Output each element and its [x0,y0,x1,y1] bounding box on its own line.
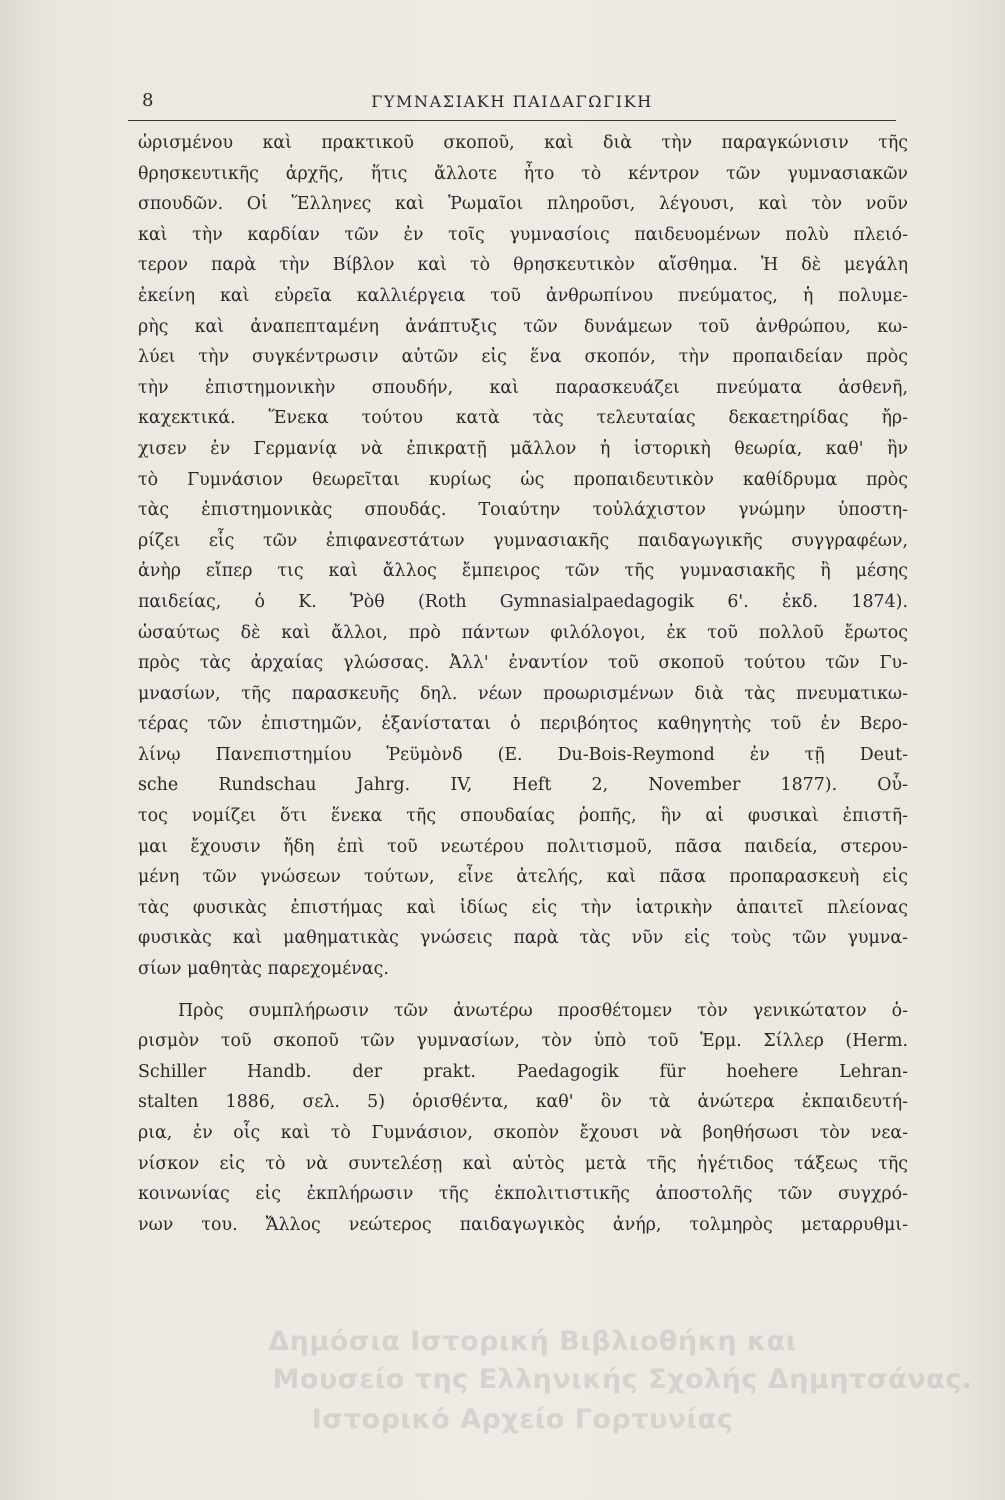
body-text [138,128,908,1240]
text-line: ἀνὴρ εἴπερ τις καὶ ἄλλος ἔμπειρος τῶν τῆς γυμνασιακῆς ἢ μέσης [138,561,908,582]
paragraph-gap [138,985,908,996]
text-line: τὰς ἐπιστημονικὰς σπουδάς. Τοιαύτην τοὐλάχιστον γνώμην ὑποστη- [138,500,908,521]
text-line: πρὸς τὰς ἀρχαίας γλώσσας. Ἀλλ' ἐναντίον τοῦ σκοποῦ τούτου τῶν Γυ- [138,653,908,674]
text-line: ἐκείνη καὶ εὐρεῖα καλλιέργεια τοῦ ἀνθρωπίνου πνεύματος, ἡ πολυμε- [138,285,908,306]
text-line: τέρας τῶν ἐπιστημῶν, ἐξανίσταται ὁ περιβόητος καθηγητὴς τοῦ ἐν Βερο- [138,714,908,735]
running-title: ΓΥΜΝΑΣΙΑΚΗ ΠΑΙΔΑΓΩΓΙΚΗ [371,92,653,111]
text-line: τὴν ἐπιστημονικὴν σπουδήν, καὶ παρασκευάζει πνεύματα ἀσθενῆ, [138,377,908,398]
text-line: νίσκον εἰς τὸ νὰ συντελέσῃ καὶ αὐτὸς μετὰ τῆς ἡγέτιδος τάξεως τῆς [138,1153,908,1174]
text-line: τὸ Γυμνάσιον θεωρεῖται κυρίως ὡς προπαιδευτικὸν καθίδρυμα πρὸς [138,469,908,490]
text-line: ρισμὸν τοῦ σκοποῦ τῶν γυμνασίων, τὸν ὑπὸ τοῦ Ἑρμ. Σίλλερ (Herm. [138,1031,908,1052]
watermark-line-3: Ιστορικό Αρχείο Γορτυνίας [311,1404,734,1435]
text-line: χισεν ἐν Γερμανίᾳ νὰ ἐπικρατῇ μᾶλλον ἡ ἱστορικὴ θεωρία, καθ' ἣν [138,438,908,459]
text-line: stalten 1886, σελ. 5) ὁρισθέντα, καθ' ὃν τὰ ἀνώτερα ἐκπαιδευτή- [138,1092,908,1113]
watermark-line-2: Μουσείο της Ελληνικής Σχολής Δημητσάνας. [272,1364,973,1395]
text-line: σπουδῶν. Οἱ Ἕλληνες καὶ Ῥωμαῖοι πληροῦσι, λέγουσι, καὶ τὸν νοῦν [138,194,908,215]
paragraph-2 [138,996,908,1241]
text-line: θρησκευτικῆς ἀρχῆς, ἥτις ἄλλοτε ἦτο τὸ κέντρον τῶν γυμνασιακῶν [138,163,908,184]
text-line: μένη τῶν γνώσεων τούτων, εἶνε ἀτελής, καὶ πᾶσα προπαρασκευὴ εἰς [138,867,908,888]
text-line: ρίζει εἷς τῶν ἐπιφανεστάτων γυμνασιακῆς παιδαγωγικῆς συγγραφέων, [138,530,908,551]
text-line: καὶ τὴν καρδίαν τῶν ἐν τοῖς γυμνασίοις παιδευομένων πολὺ πλειό- [138,224,908,245]
paragraph-1 [138,128,908,985]
text-line: σίων μαθητὰς παρεχομένας. [138,959,389,980]
text-line: καχεκτικά. Ἕνεκα τούτου κατὰ τὰς τελευταίας δεκαετηρίδας ἤρ- [138,408,908,429]
page-header [128,86,896,121]
text-line: sche Rundschau Jahrg. IV, Heft 2, November 1877). Οὗ- [138,775,908,796]
text-line: τερον παρὰ τὴν Βίβλον καὶ τὸ θρησκευτικὸν αἴσθημα. Ἡ δὲ μεγάλη [138,255,908,276]
text-line: φυσικὰς καὶ μαθηματικὰς γνώσεις παρὰ τὰς νῦν εἰς τοὺς τῶν γυμνα- [138,928,908,949]
text-line: παιδείας, ὁ Κ. Ῥὸθ (Roth Gymnasialpaedagogik 6'. ἐκδ. 1874). [138,591,908,612]
text-line: μαι ἔχουσιν ἤδη ἐπὶ τοῦ νεωτέρου πολιτισμοῦ, πᾶσα παιδεία, στερου- [138,836,908,857]
text-line: τος νομίζει ὅτι ἕνεκα τῆς σπουδαίας ῥοπῆς, ἣν αἱ φυσικαὶ ἐπιστῆ- [138,806,908,827]
text-line: λίνῳ Πανεπιστημίου Ῥεϋμὸνδ (E. Du-Bois-Reymond ἐν τῇ Deut- [138,744,908,765]
page-number: 8 [142,90,155,111]
text-line: νων του. Ἄλλος νεώτερος παιδαγωγικὸς ἀνήρ, τολμηρὸς μεταρρυθμι- [138,1214,908,1235]
text-line: Schiller Handb. der prakt. Paedagogik für hoehere Lehran- [138,1061,908,1082]
text-line: ρὴς καὶ ἀναπεπταμένη ἀνάπτυξις τῶν δυνάμεων τοῦ ἀνθρώπου, κω- [138,316,908,337]
text-line: Πρὸς συμπλήρωσιν τῶν ἀνωτέρω προσθέτομεν τὸν γενικώτατον ὁ- [178,1000,908,1021]
text-line: ὡσαύτως δὲ καὶ ἄλλοι, πρὸ πάντων φιλόλογοι, ἐκ τοῦ πολλοῦ ἔρωτος [138,622,908,643]
text-line: ρια, ἐν οἷς καὶ τὸ Γυμνάσιον, σκοπὸν ἔχουσι νὰ βοηθήσωσι τὸν νεα- [138,1123,908,1143]
text-line: λύει τὴν συγκέντρωσιν αὐτῶν εἰς ἕνα σκοπόν, τὴν προπαιδείαν πρὸς [138,347,908,368]
text-line: τὰς φυσικὰς ἐπιστήμας καὶ ἰδίως εἰς τὴν ἰατρικὴν ἀπαιτεῖ πλείονας [138,897,908,918]
text-line: κοινωνίας εἰς ἐκπλήρωσιν τῆς ἐκπολιτιστικῆς ἀποστολῆς τῶν συγχρό- [138,1184,908,1205]
text-line: μνασίων, τῆς παρασκευῆς δηλ. νέων προωρισμένων διὰ τὰς πνευματικω- [138,683,908,704]
text-line: ὡρισμένου καὶ πρακτικοῦ σκοποῦ, καὶ διὰ τὴν παραγκώνισιν τῆς [138,133,908,153]
watermark-line-1: Δημόσια Ιστορική Βιβλιοθήκη και [268,1326,797,1357]
